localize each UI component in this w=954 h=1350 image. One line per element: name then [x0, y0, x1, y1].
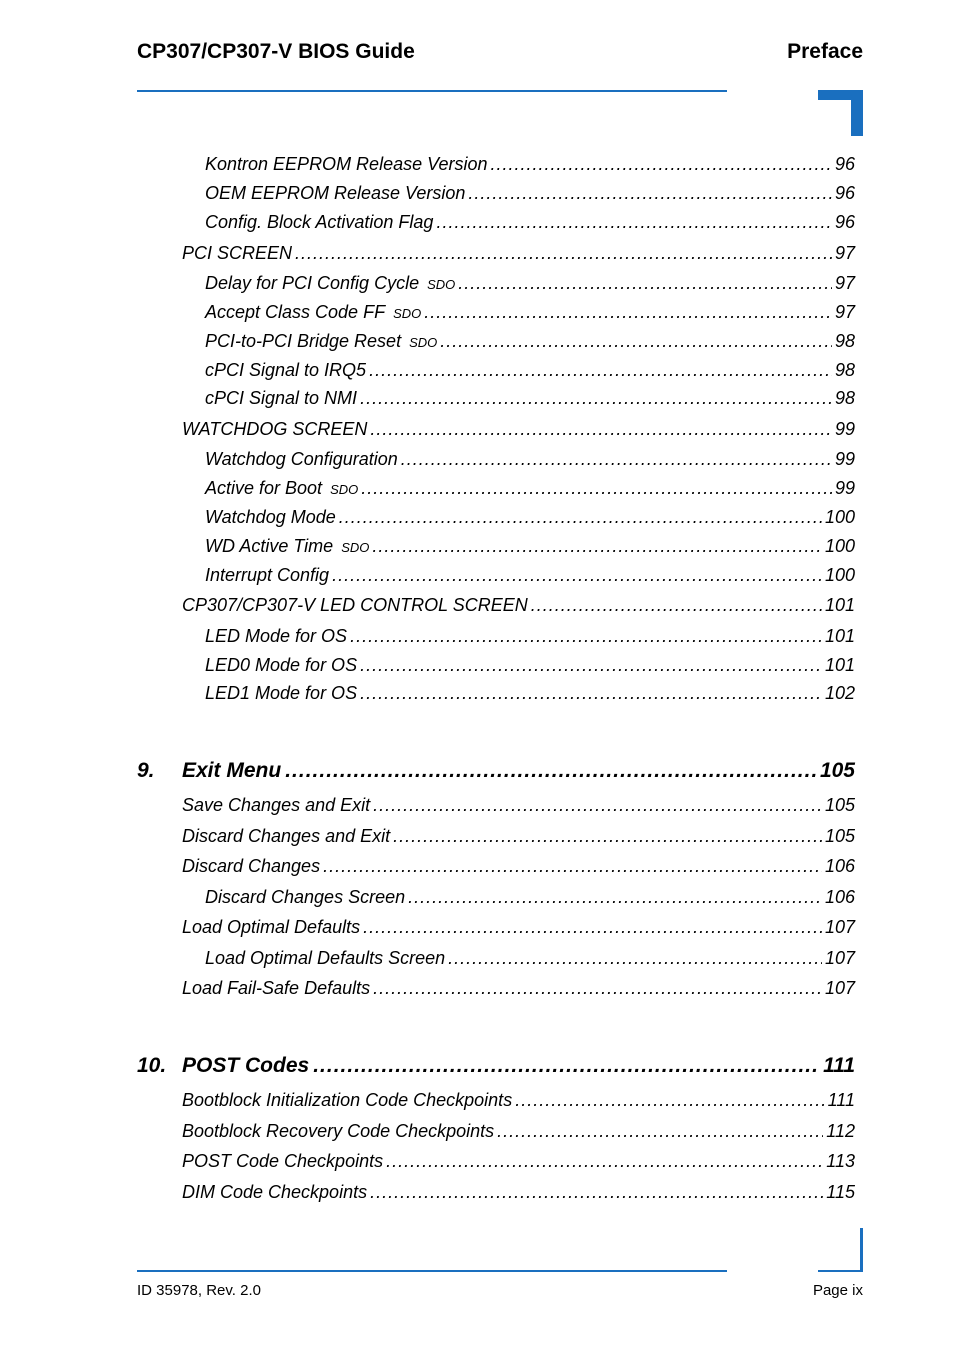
- section-title: Preface: [787, 40, 863, 63]
- document-id: ID 35978, Rev. 2.0: [137, 1282, 261, 1299]
- leader-dots: [339, 505, 822, 529]
- toc-entry[interactable]: [205, 447, 855, 471]
- toc-entry-page: 107: [824, 948, 855, 968]
- leader-dots: [515, 1088, 824, 1112]
- toc-chapter-post-codes[interactable]: [137, 1052, 855, 1080]
- corner-mark-bottom-horizontal: [818, 1270, 863, 1272]
- chapter-number: 10.: [137, 1054, 167, 1077]
- toc-entry[interactable]: [205, 681, 855, 705]
- leader-dots: [361, 476, 832, 500]
- toc-entry-page: 100: [824, 536, 855, 556]
- leader-dots: [370, 417, 832, 441]
- toc-entry-page: 98: [834, 360, 855, 380]
- toc-entry-page: 96: [834, 154, 855, 174]
- toc-entry[interactable]: [182, 1119, 855, 1143]
- toc-entry[interactable]: Accept Class Code FF SDO ..... 97: [205, 300, 855, 324]
- leader-dots: [369, 358, 832, 382]
- leader-dots: [458, 271, 832, 295]
- toc-entry-label: CP307/CP307-V LED CONTROL SCREEN: [182, 595, 528, 615]
- toc-entry-label: PCI-to-PCI Bridge Reset: [205, 331, 402, 351]
- toc-entry-page: 99: [834, 419, 855, 439]
- toc-entry[interactable]: [205, 653, 855, 677]
- toc-entry-label: cPCI Signal to IRQ5: [205, 360, 367, 380]
- toc-entry-label: POST Code Checkpoints: [182, 1151, 384, 1171]
- leader-dots: [323, 854, 822, 878]
- toc-entry-page: 115: [826, 1182, 855, 1202]
- leader-dots: [468, 181, 832, 205]
- document-title: CP307/CP307-V BIOS Guide: [137, 40, 415, 63]
- toc-entry-page: 97: [834, 243, 855, 263]
- toc-entry-page: 96: [834, 183, 855, 203]
- toc-entry-page: 111: [827, 1090, 855, 1110]
- toc-entry[interactable]: [205, 624, 855, 648]
- toc-entry[interactable]: [205, 505, 855, 529]
- toc-entry-page: 105: [824, 826, 855, 846]
- toc-entry[interactable]: [205, 946, 855, 970]
- toc-entry-label: Bootblock Initialization Code Checkpoints: [182, 1090, 513, 1110]
- toc-entry-label: LED0 Mode for OS: [205, 655, 358, 675]
- toc-entry-page: 96: [834, 212, 855, 232]
- header-rule: [137, 90, 727, 92]
- toc-entry-label: Watchdog Configuration: [205, 449, 398, 469]
- toc-entry-page: 106: [824, 887, 855, 907]
- toc-entry-page: 98: [834, 388, 855, 408]
- toc-entry[interactable]: Active for Boot SDO ..... 99: [205, 476, 855, 500]
- toc-entry-page: 105: [824, 795, 855, 815]
- toc-entry-label: Discard Changes Screen: [205, 887, 406, 907]
- toc-entry-label: PCI SCREEN: [182, 243, 293, 263]
- toc-entry[interactable]: [182, 824, 855, 848]
- toc-entry-page: 99: [834, 449, 855, 469]
- toc-entry-label: Watchdog Mode: [205, 507, 336, 527]
- leader-dots: [295, 241, 832, 265]
- leader-dots: [332, 563, 822, 587]
- leader-dots: [373, 793, 822, 817]
- leader-dots: [497, 1119, 823, 1143]
- toc-entry[interactable]: [182, 593, 855, 617]
- toc-entry-label: OEM EEPROM Release Version: [205, 183, 466, 203]
- toc-entry[interactable]: PCI-to-PCI Bridge Reset SDO ..... 98: [205, 329, 855, 353]
- toc-entry-page: 107: [824, 917, 855, 937]
- leader-dots: [313, 1052, 819, 1080]
- toc-entry-label: Accept Class Code FF: [205, 302, 386, 322]
- toc-entry-page: 99: [834, 478, 855, 498]
- toc-entry[interactable]: [205, 181, 855, 205]
- corner-mark-top-vertical: [851, 90, 863, 136]
- toc-entry-label: LED1 Mode for OS: [205, 683, 358, 703]
- toc-entry[interactable]: Delay for PCI Config Cycle SDO ..... 97: [205, 271, 855, 295]
- leader-dots: [360, 653, 822, 677]
- corner-mark-bottom: [860, 1228, 863, 1272]
- toc-entry-label: Load Optimal Defaults: [182, 917, 361, 937]
- leader-dots: [490, 152, 832, 176]
- toc-entry-label: WATCHDOG SCREEN: [182, 419, 368, 439]
- toc-entry-label: WD Active Time: [205, 536, 334, 556]
- leader-dots: [408, 885, 822, 909]
- toc-entry-label: Save Changes and Exit: [182, 795, 371, 815]
- leader-dots: [372, 534, 822, 558]
- chapter-page: 105: [819, 759, 855, 782]
- toc-entry-page: 100: [824, 565, 855, 585]
- toc-entry[interactable]: [182, 793, 855, 817]
- toc-entry[interactable]: [182, 976, 855, 1000]
- leader-dots: [448, 946, 822, 970]
- toc-entry-page: 113: [826, 1151, 855, 1171]
- toc-entry-label: Bootblock Recovery Code Checkpoints: [182, 1121, 495, 1141]
- leader-dots: [360, 386, 832, 410]
- leader-dots: [393, 824, 822, 848]
- toc-entry-page: 100: [824, 507, 855, 527]
- leader-dots: [370, 1180, 823, 1204]
- toc-entry[interactable]: [182, 1088, 855, 1112]
- toc-entry[interactable]: [182, 417, 855, 441]
- leader-dots: [386, 1149, 823, 1173]
- leader-dots: [373, 976, 822, 1000]
- toc-entry-label: Delay for PCI Config Cycle: [205, 273, 420, 293]
- leader-dots: [531, 593, 822, 617]
- leader-dots: [401, 447, 832, 471]
- toc-entry-page: 112: [826, 1121, 855, 1141]
- leader-dots: [360, 681, 822, 705]
- toc-entry-page: 97: [834, 273, 855, 293]
- toc-entry[interactable]: [205, 386, 855, 410]
- toc-entry-label: DIM Code Checkpoints: [182, 1182, 368, 1202]
- chapter-label: Exit Menu: [182, 759, 282, 782]
- toc-entry-label: Discard Changes: [182, 856, 321, 876]
- chapter-page: 111: [823, 1054, 855, 1077]
- toc-entry[interactable]: [205, 210, 855, 234]
- toc-entry-label: Discard Changes and Exit: [182, 826, 391, 846]
- leader-dots: [424, 300, 832, 324]
- toc-entry[interactable]: [182, 854, 855, 878]
- toc-entry-page: 107: [824, 978, 855, 998]
- toc-entry-label: Load Fail-Safe Defaults: [182, 978, 371, 998]
- toc-entry[interactable]: [205, 563, 855, 587]
- toc-entry[interactable]: [205, 152, 855, 176]
- chapter-number: 9.: [137, 759, 155, 782]
- toc-entry[interactable]: [205, 885, 855, 909]
- toc-entry[interactable]: [205, 358, 855, 382]
- toc-entry-label: Active for Boot: [205, 478, 323, 498]
- toc-entry-page: 102: [824, 683, 855, 703]
- toc-entry-label: Load Optimal Defaults Screen: [205, 948, 446, 968]
- toc-entry-label: Interrupt Config: [205, 565, 330, 585]
- toc-entry-label: LED Mode for OS: [205, 626, 348, 646]
- page-number: Page ix: [812, 1282, 863, 1299]
- leader-dots: [285, 757, 816, 785]
- leader-dots: [350, 624, 822, 648]
- chapter-label: POST Codes: [182, 1054, 310, 1077]
- toc-entry[interactable]: WD Active Time SDO ..... 100: [205, 534, 855, 558]
- toc-entry-page: 101: [824, 595, 855, 615]
- toc-entry-label: Kontron EEPROM Release Version: [205, 154, 488, 174]
- toc-entry-page: 101: [824, 626, 855, 646]
- toc-entry[interactable]: [182, 915, 855, 939]
- toc-entry-page: 106: [824, 856, 855, 876]
- leader-dots: [436, 210, 832, 234]
- toc-entry[interactable]: [182, 1180, 855, 1204]
- leader-dots: [363, 915, 822, 939]
- toc-entry-label: Config. Block Activation Flag: [205, 212, 434, 232]
- toc-chapter-exit-menu[interactable]: [137, 757, 855, 785]
- toc-entry-page: 101: [824, 655, 855, 675]
- footer-rule: [137, 1270, 727, 1272]
- leader-dots: [440, 329, 832, 353]
- toc-entry[interactable]: [182, 241, 855, 265]
- toc-entry-page: 98: [834, 331, 855, 351]
- toc-entry-label: cPCI Signal to NMI: [205, 388, 358, 408]
- toc-entry[interactable]: [182, 1149, 855, 1173]
- toc-entry-page: 97: [834, 302, 855, 322]
